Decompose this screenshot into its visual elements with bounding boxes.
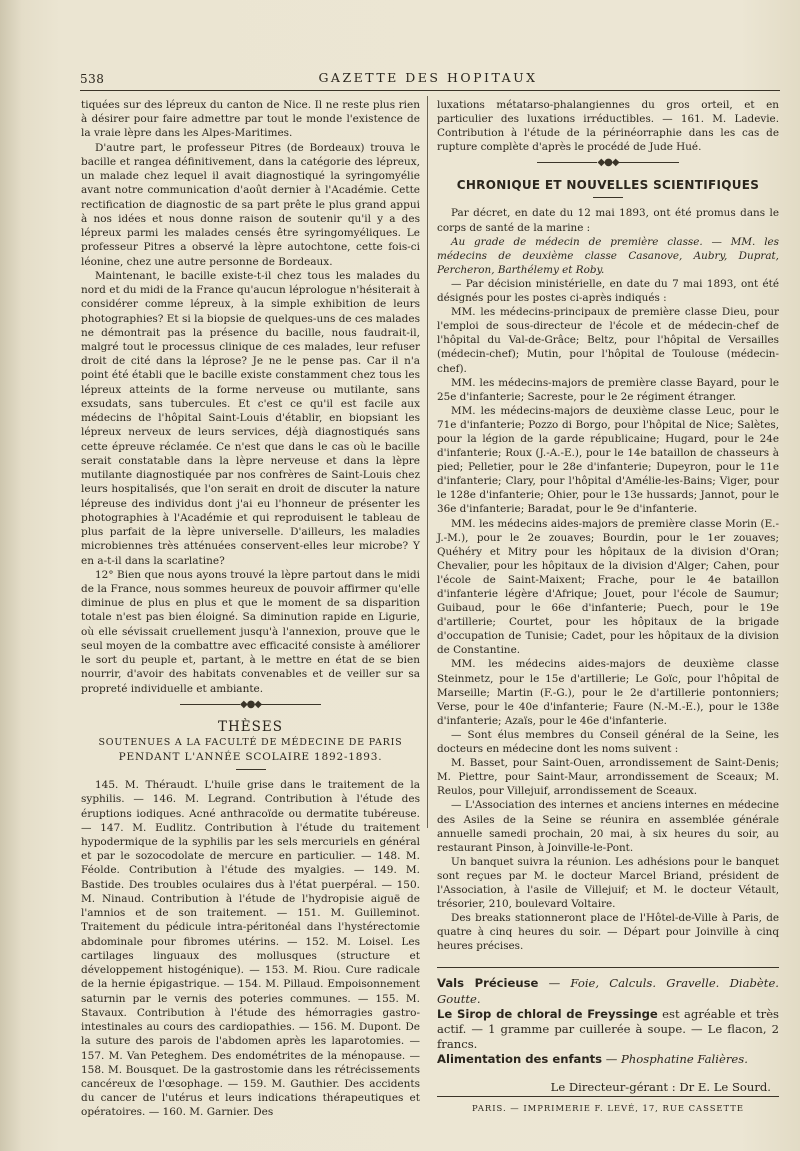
section-ornament: ◆●◆ (437, 154, 779, 172)
ad-vals (437, 976, 779, 1006)
theses-title: THÈSES (218, 718, 283, 735)
paragraph: 12° Bien que nous ayons trouvé la lèpre partout dans le midi de la France, nous sommes heureux de pouvoir affirmer qu'elle diminue de plus en plus et que le moment de sa disparition totale n'est pas bien éloigné. Sa diminution rapide en Ligurie, où elle sévissait cruellement jusqu'à l'annexion, prouve que le seul moyen de la combattre avec efficacité consiste à améliorer le sort du peuple et, partant, à le mettre en état de se bien nourrir, d'avoir des habitats convenables et de veiller sur sa propreté individuelle et ambiante. (81, 568, 420, 695)
paragraph: MM. les médecins-majors de deuxième classe Leuc, pour le 71e d'infanterie; Pozzo di Borgo, pour l'hôpital de Nice; Salètes, pour la légion de la garde républicaine; Hugard, pour le 24e d'infanterie; Roux (J.-A.-E.), pour le 14e bataillon de chasseurs à pied; Pelletier, pour le 28e d'infanterie; Dupeyron, pour le 11e d'infanterie; Clary, pour l'hôpital d'Amélie-les-Bains; Viger, pour le 128e d'infanterie; Ohier, pour le 13e hussards; Jannot, pour le 36e d'infanterie; Baradat, pour le 9e d'infanterie. (437, 404, 779, 516)
paragraph: Maintenant, le bacille existe-t-il chez tous les malades du nord et du midi de la France qu'aucun léprologue n'hésiterait à considérer comme lépreux, à la simple exhibition de leurs photographies? Et si la biopsie de quelques-uns de ces malades ne démontrait pas la présence du bacille, nous faudrait-il, malgré tout le processus clinique de ces malades, leur refuser droit de cité dans la léprose? Je ne le pense pas. Car il n'a point été établi que le bacille existe constamment chez tous les lépreux atteints de la forme nerveuse ou mutilante, sans exsudats, sans tubercules. Et c'est ce qu'il est facile aux médecins de l'hôpital Saint-Louis d'établir, en biopsiant les lépreux nerveux de leurs services, déjà diagnostiqués sans cette épreuve réclamée. Ce n'est que dans le cas où le bacille serait constatable dans la lèpre nerveuse et dans la lèpre mutilante diagnostiquée par nos confrères de Saint-Louis chez leurs hospitalisés, que l'on serait en droit de discuter la nature lépreuse des individus dont j'ai eu l'honneur de présenter les photographies à l'Académie et qui reproduisent le tableau de plus parfait de la lèpre universelle. D'ailleurs, les maladies microbiennes très atténuées conservent-elles leur microbe? Y en a-t-il dans la scarlatine? (81, 269, 420, 567)
theses-subtitle: SOUTENUES A LA FACULTÉ DE MÉDECINE DE PARIS (98, 737, 403, 749)
paragraph: Des breaks stationneront place de l'Hôtel-de-Ville à Paris, de quatre à cinq heures du soir. — Départ pour Joinville à cinq heures précises. (437, 912, 779, 953)
short-rule (593, 197, 623, 198)
page-header (72, 64, 784, 86)
chronique-title: CHRONIQUE ET NOUVELLES SCIENTIFIQUES (456, 178, 760, 193)
column-divider (427, 96, 428, 828)
running-title: GAZETTE DES HOPITAUX (318, 70, 538, 85)
advertisements (437, 967, 779, 1067)
ad-vals-text: — Foie, Calculs. Gravelle. Diabète. Goutte. (437, 976, 779, 1006)
paragraph: D'autre part, le professeur Pitres (de Bordeaux) trouva le bacille et rangea définitivement, dans la catégorie des lépreux, un malade chez lequel il avait diagnostiqué la syringomyélie avant notre communication d'août dernier à l'Académie. Cette rectification de diagnostic de sa part prête le plus grand appui à nos idées et nous donne raison de soutenir qu'il y a des lépreux parmi les malades censés être syringomyéliques. Le professeur Pitres a observé la lèpre autochtone, cette fois-ci léonine, chez une autre personne de Bordeaux. (81, 141, 420, 268)
paragraph: Un banquet suivra la réunion. Les adhésions pour le banquet sont reçues par M. le docteur Marcel Briand, président de l'Association, à l'asile de Villejuif; et M. le docteur Vétault, trésorier, 210, boulevard Voltaire. (437, 855, 779, 911)
section-ornament: ◆●◆ (81, 696, 420, 714)
left-column (81, 98, 420, 1120)
theses-subtitle-year: PENDANT L'ANNÉE SCOLAIRE 1892-1893. (118, 751, 383, 764)
paragraph: — Par décision ministérielle, en date du 7 mai 1893, ont été désignés pour les postes ci-après indiqués : (437, 277, 779, 305)
paragraph: — L'Association des internes et anciens internes en médecine des Asiles de la Seine se réunira en assemblée générale annuelle samedi prochain, 20 mai, à six heures du soir, au restaurant Pinson, à Joinville-le-Pont. (437, 799, 779, 854)
header-rule (80, 90, 780, 91)
ad-vals-brand: Vals Précieuse (437, 976, 539, 991)
short-rule (236, 769, 266, 770)
paragraph: — Sont élus membres du Conseil général de la Seine, les docteurs en médecine dont les noms suivent : (437, 728, 779, 756)
paragraph: tiquées sur des lépreux du canton de Nice. Il ne reste plus rien à désirer pour faire admettre par tout le monde l'existence de la vraie lèpre dans les Alpes-Maritimes. (81, 99, 420, 140)
paragraph: luxations métatarso-phalangiennes du gros orteil, et en particulier des luxations irréductibles. — 161. M. Ladevie. Contribution à l'étude de la périnéorraphie dans les cas de rupture complète d'après le procédé de Jude Hué. (437, 99, 779, 154)
paragraph: Par décret, en date du 12 mai 1893, ont été promus dans le corps de santé de la marine : (437, 207, 779, 234)
signature: Le Directeur-gérant : Dr E. Le Sourd. (550, 1079, 771, 1094)
ad-alimentation-text: — Phosphatine Falières. (602, 1052, 748, 1067)
paragraph: MM. les médecins aides-majors de première classe Morin (E.-J.-M.), pour le 2e zouaves; Bourdin, pour le 1er zouaves; Quéhéry et Mitry pour les hôpitaux de la division d'Oran; Chevalier, pour les hôpitaux de la division d'Alger; Cahen, pour l'école de Saint-Maixent; Frache, pour le 4e bataillon d'infanterie légère d'Afrique; Jouet, pour l'école de Saumur; Guibaud, pour le 66e d'infanterie; Puech, pour le 19e d'artillerie; Courtet, pour les hôpitaux de la brigade d'occupation de Tunisie; Cadet, pour les hôpitaux de la division de Constantine. (437, 517, 779, 657)
ad-sirop-brand: Le Sirop de chloral de Freyssinge (437, 1006, 658, 1021)
imprint: PARIS. — IMPRIMERIE F. LEVÉ, 17, RUE CASSETTE (472, 1102, 744, 1113)
paragraph: MM. les médecins aides-majors de deuxième classe Steinmetz, pour le 15e d'artillerie; Le Goïc, pour l'hôpital de Marseille; Martin (F.-G.), pour le 2e d'artillerie pontonniers; Verse, pour le 40e d'infanterie; Faure (N.-M.-E.), pour le 138e d'infanterie; Azaïs, pour le 46e d'infanterie. (437, 658, 779, 727)
right-column (437, 98, 779, 1115)
ad-sirop (437, 1007, 779, 1053)
ad-sirop-text: est agréable et très actif. — 1 gramme par cuillerée à soupe. — Le flacon, 2 francs. (437, 1006, 780, 1052)
ad-alimentation (437, 1052, 779, 1067)
paragraph: MM. les médecins-principaux de première classe Dieu, pour l'emploi de sous-directeur de l'école et de médecin-chef de l'hôpital du Val-de-Grâce; Beltz, pour l'hôpital de Versailles (médecin-chef); Mutin, pour l'hôpital de Toulouse (médecin-chef). (437, 306, 779, 375)
paragraph: MM. les médecins-majors de première classe Bayard, pour le 25e d'infanterie; Sacreste, pour le 2e régiment étranger. (437, 376, 779, 403)
page-number: 538 (80, 72, 105, 86)
ad-alimentation-brand: Alimentation des enfants (437, 1052, 603, 1067)
paragraph: M. Basset, pour Saint-Ouen, arrondissement de Saint-Denis; M. Piettre, pour Saint-Maur, arrondissement de Sceaux; M. Reulos, pour Villejuif, arrondissement de Sceaux. (437, 757, 779, 798)
signature-rule (437, 1096, 779, 1097)
paragraph: Au grade de médecin de première classe. — MM. les médecins de deuxième classe Casanove, Aubry, Duprat, Percheron, Barthélemy et Roby. (437, 235, 779, 276)
theses-list: 145. M. Théraudt. L'huile grise dans le traitement de la syphilis. — 146. M. Legrand. Contribution à l'étude des éruptions iodiques. Acné anthracoïde ou dermatite tubéreuse. — 147. M. Eudlitz. Contribution à l'étude du traitement hypodermique de la syphilis par les sels mercuriels en général et par le sozocodolate de mercure en particulier. — 148. M. Féolde. Contribution à l'étude des myalgies. — 149. M. Bastide. Des troubles oculaires dus à l'état puerpéral. — 150. M. Ninaud. Contribution à l'étude de l'hydropisie aiguë de l'amnios et de son traitement. — 151. M. Guilleminot. Traitement du pédicule intra-péritonéal dans l'hystérectomie abdominale pour fibromes utérins. — 152. M. Loisel. Les cartilages linguaux des mollusques (structure et développement histogénique). — 153. M. Riou. Cure radicale de la hernie épigastrique. — 154. M. Pillaud. Empoisonnement saturnin par le vernis des poteries communes. — 155. M. Stavaux. Contribution à l'étude des hémorragies gastro-intestinales au cours des cardiopathies. — 156. M. Dupont. De la suture des parois de l'abdomen après les laparotomies. — 157. M. Van Peteghem. Des endométrites de la ménopause. — 158. M. Bousquet. De la gastrostomie dans les rétrécissements cancéreux de l'œsophage. — 159. M. Gauthier. Des accidents du cancer de l'utérus et leurs indications thérapeutiques et opératoires. — 160. M. Garnier. Des (81, 779, 420, 1119)
